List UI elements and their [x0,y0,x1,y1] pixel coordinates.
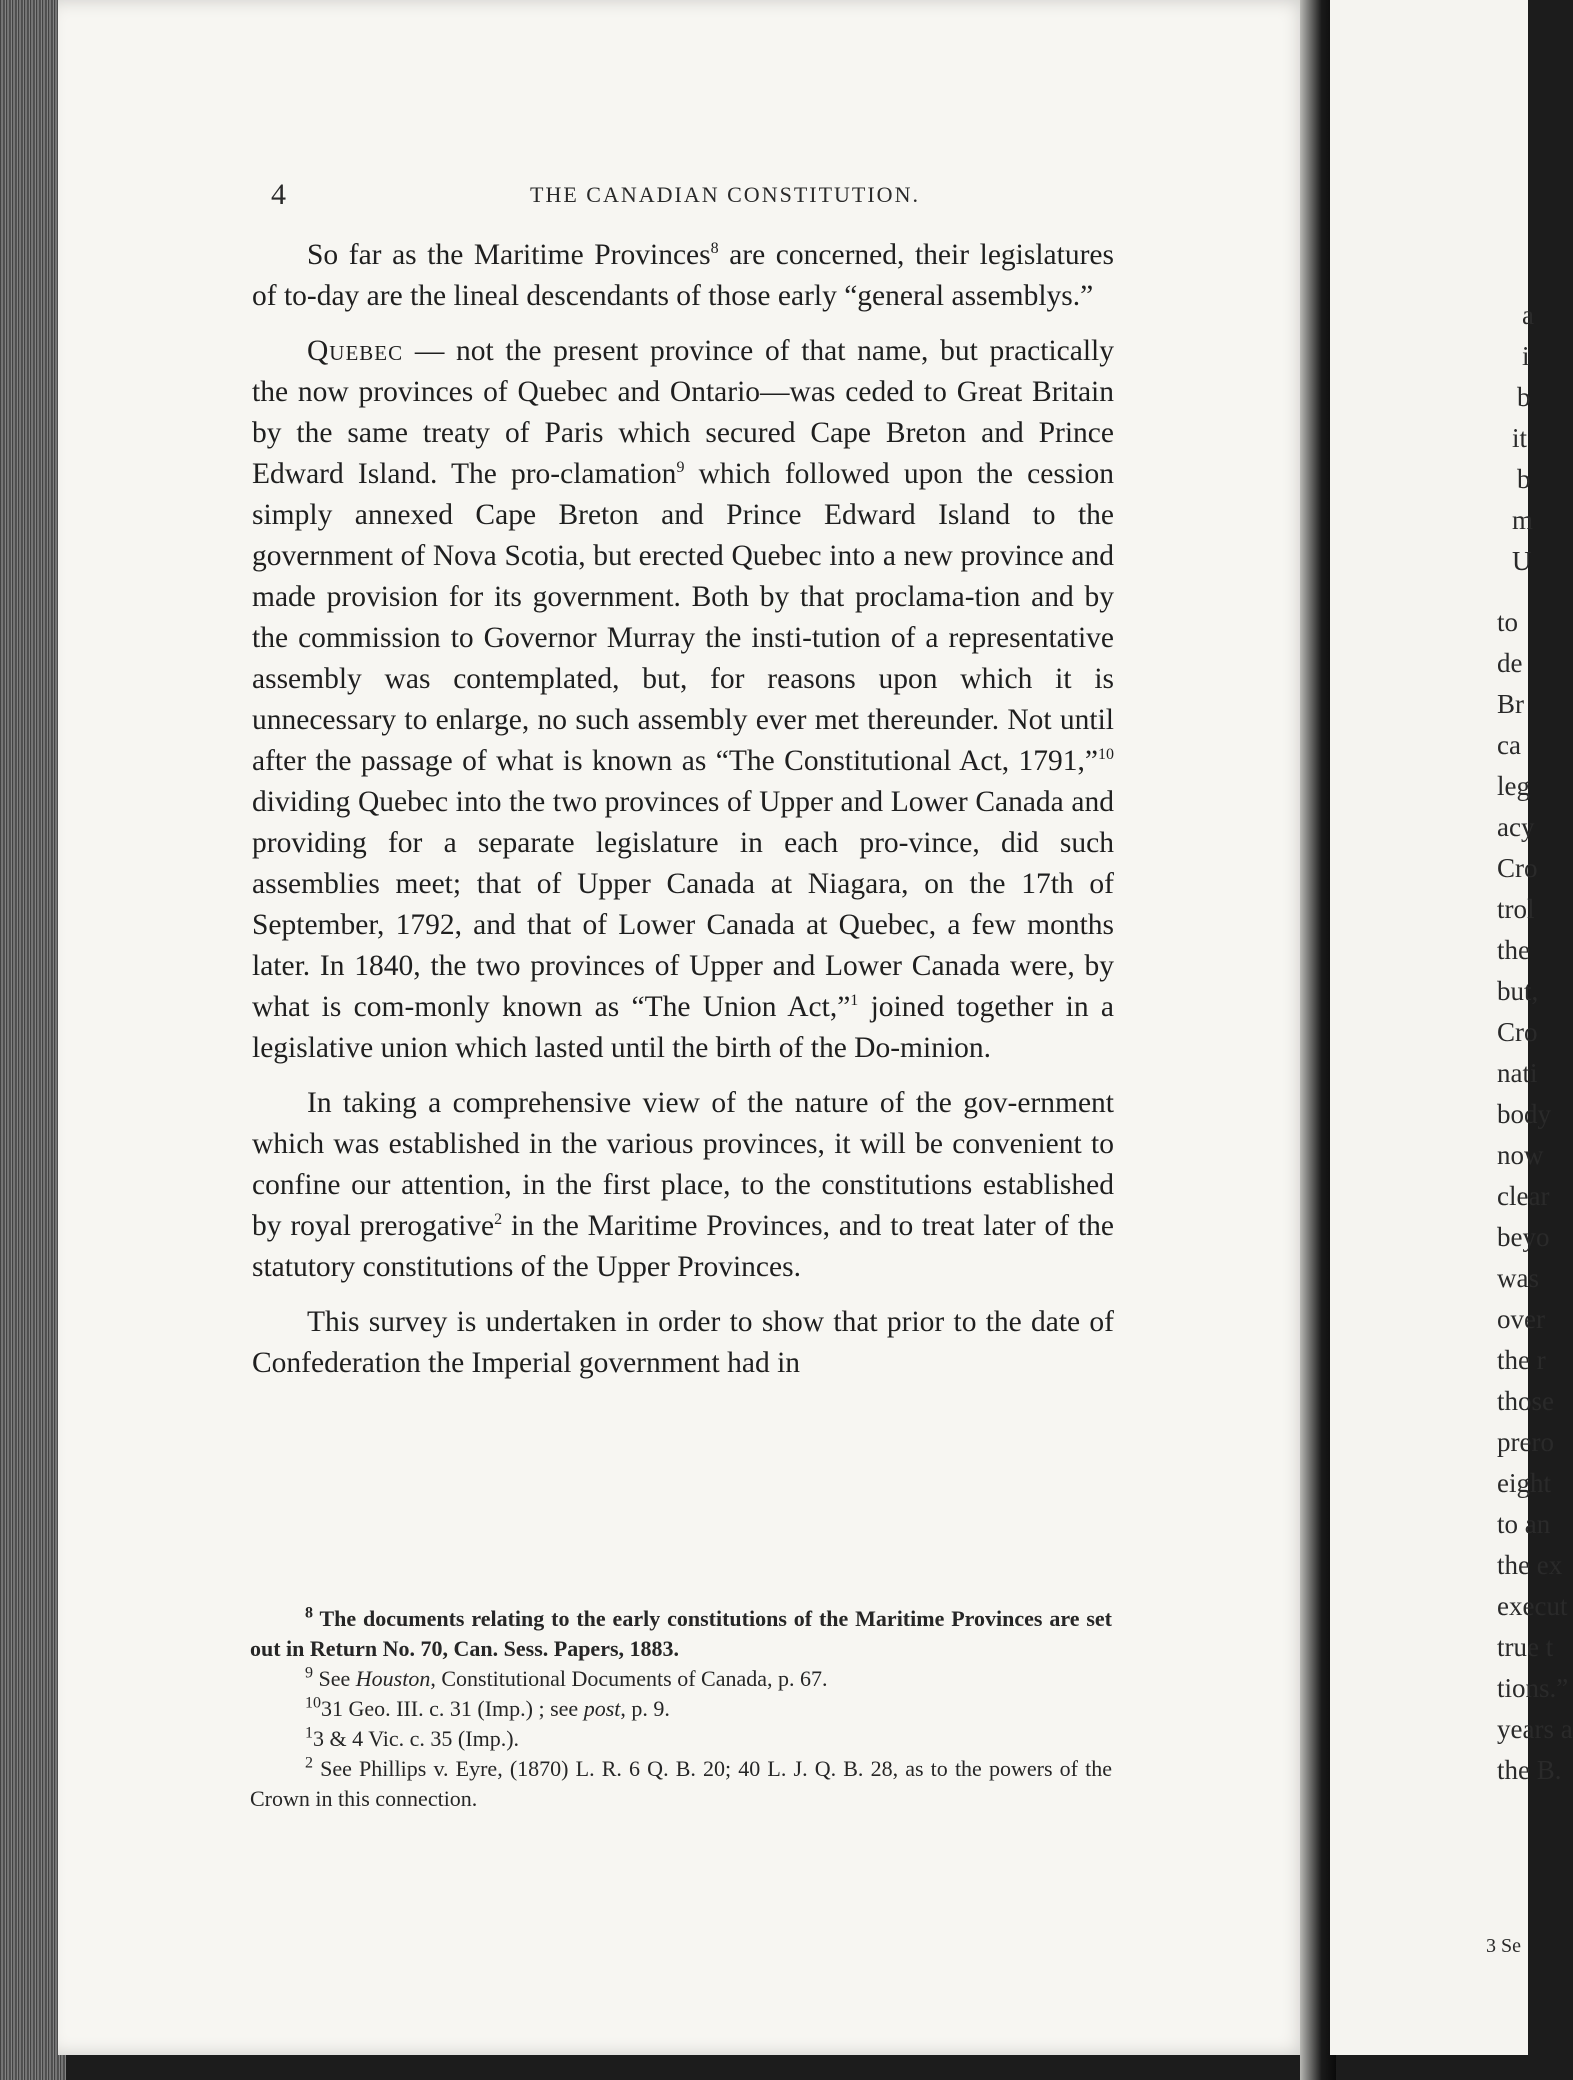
running-title: THE CANADIAN CONSTITUTION. [530,182,920,207]
footnote-8: $^8$ The documents relating to the early constitutions of the Maritime Provinces are set out in Return No. 70, Can. Sess. Papers, 1883. [250,1604,1112,1661]
footnote-ref: 1 [850,992,859,1010]
book-page-edges [0,0,66,2080]
body-text [252,235,1114,1384]
paragraph-comprehensive-view: In taking a comprehensive view of the nature of the gov-ernment which was established in the various provinces, it will be convenient to confine our attention, in the first place, to the constitutions established by royal prerogative$^2$ in the Maritime Provinces, and to treat later of the statutory constitutions of the Upper Provinces. [252,1087,1114,1283]
page-number: 4 [271,178,286,211]
quebec-heading: Quebec [307,335,404,367]
footnote-ref: 9 [676,459,685,477]
page-header [265,178,1125,218]
footnote-ref: 8 [710,240,719,258]
right-page-text: a i b it b m U to de Br ca leg acy Cro trol the but, Cro nati body now clear beyo was over the r those prero eight to an the ex execut true t tions.” years a the B. [1497,300,1573,1785]
footnote-ref: 10 [1098,746,1114,764]
footnote-ref: 2 [494,1211,503,1229]
footnote-9: $^9$ See Houston, Constitutional Documents of Canada, p. 67. [305,1664,828,1691]
footnote-10: $^{10}$31 Geo. III. c. 31 (Imp.) ; see post, p. 9. [305,1694,670,1721]
footnotes [250,1604,1112,1814]
right-page-footnote: 3 Se [1486,1935,1521,1957]
paragraph-quebec: Quebec — not the present province of that name, but practically the now provinces of Quebec and Ontario—was ceded to Great Britain by the same treaty of Paris which secured Cape Breton and Prince Edward Island. The pro-clamation$^9$ which followed upon the cession simply annexed Cape Breton and Prince Edward Island to the government of Nova Scotia, but erected Quebec into a new province and made provision for its government. Both by that proclama-tion and by the commission to Governor Murray the insti-tution of a representative assembly was contemplated, but, for reasons upon which it is unnecessary to enlarge, no such assembly ever met thereunder. Not until after the passage of what is known as “The Constitutional Act, 1791,”$^{10}$ dividing Quebec into the two provinces of Upper and Lower Canada and providing for a separate legislature in each pro-vince, did such assemblies meet; that of Upper Canada at Niagara, on the 17th of September, 1792, and that of Lower Canada at Quebec, a few months later. In 1840, the two provinces of Upper and Lower Canada were, by what is com-monly known as “The Union Act,”$^1$ joined together in a legislative union which lasted until the birth of the Do-minion. [252,335,1114,1064]
footnote-2: $^2$ See Phillips v. Eyre, (1870) L. R. 6 Q. B. 20; 40 L. J. Q. B. 28, as to the powers of the Crown in this connection. [250,1754,1112,1811]
paragraph-survey: This survey is undertaken in order to show that prior to the date of Confederation the Imperial government had in [252,1306,1114,1379]
footnote-1: $^1$3 & 4 Vic. c. 35 (Imp.). [305,1724,520,1751]
paragraph-maritime: So far as the Maritime Provinces$^8$ are concerned, their legislatures of to-day are the lineal descendants of those early “general assemblys.” [252,239,1114,312]
